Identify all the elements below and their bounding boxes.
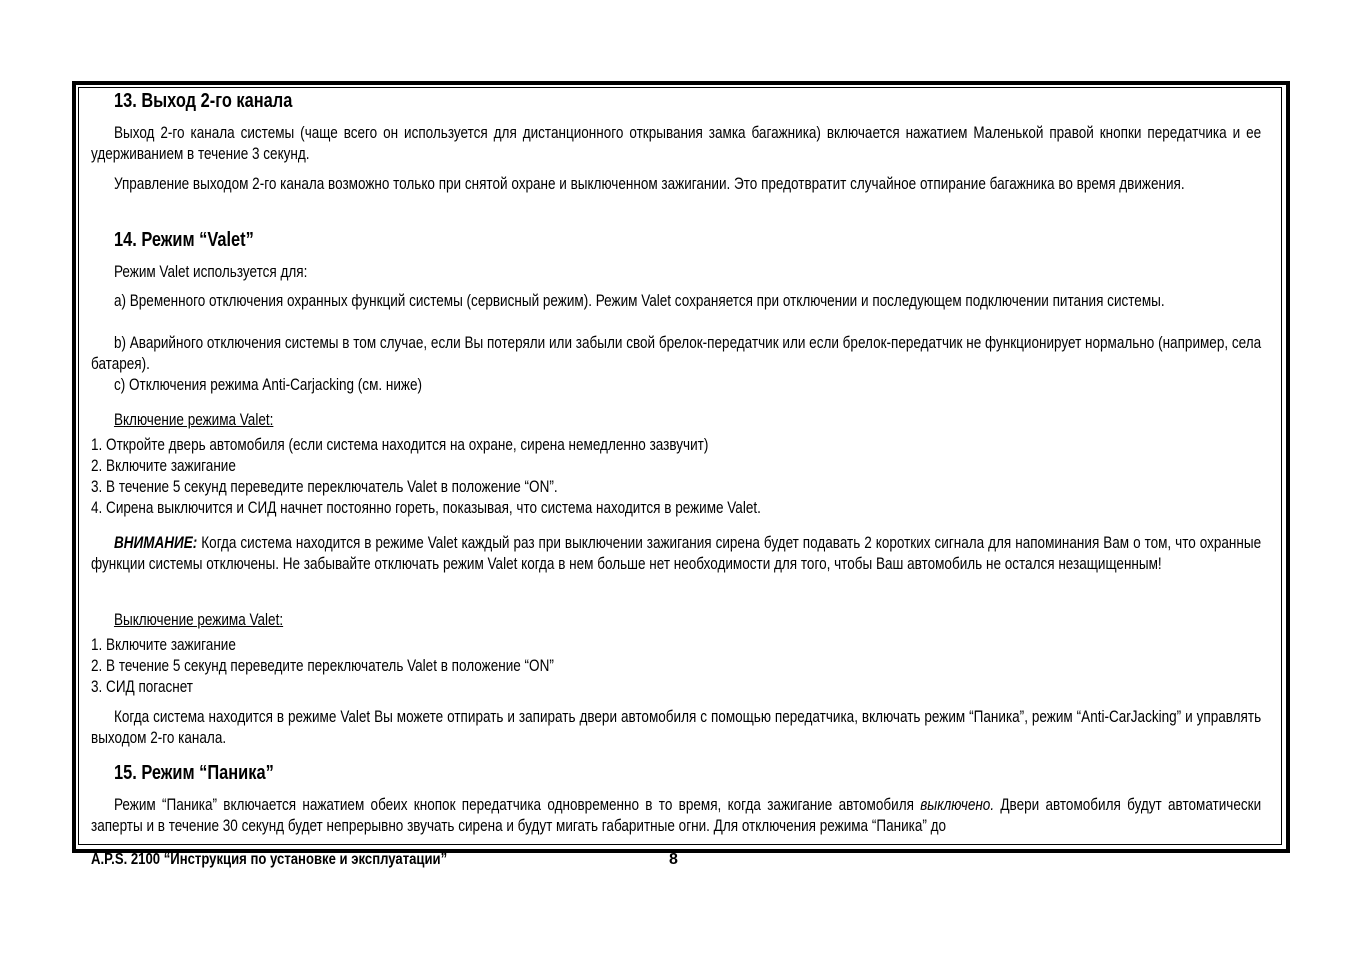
valet-on-step: 3. В течение 5 секунд переведите переключатель Valet в положение “ON”.	[91, 478, 558, 496]
valet-off-step: 1. Включите зажигание	[91, 636, 236, 654]
valet-on-subheading: Включение режима Valet:	[113, 411, 274, 429]
section-14-item-a: a) Временного отключения охранных функций системы (сервисный режим). Режим Valet сохраняется при отключении и последующем подключении питания системы.	[113, 292, 1165, 310]
valet-off-subheading: Выключение режима Valet:	[113, 611, 284, 629]
section-14-closing-paragraph: Когда система находится в режиме Valet Вы можете отпирать и запирать двери автомобиля с помощью передатчика, включать режим “Паника”, режим “Anti-CarJacking” и управлять выходом 2-го канала.	[91, 708, 1262, 747]
valet-on-step: 1. Откройте дверь автомобиля (если система находится на охране, сирена немедленно зазвучит)	[91, 436, 709, 454]
section-14-heading: 14. Режим “Valet”	[113, 229, 254, 251]
warning-text: Когда система находится в режиме Valet каждый раз при выключении зажигания сирена будет подавать 2 коротких сигнала для напоминания Вам о том, что охранные функции системы отключены. Не забывайте отключать режим Valet когда в нем больше нет необходимости для того, чтобы Ваш автомобиль не остался незащищенным!	[91, 534, 1262, 573]
section-14-item-b: b) Аварийного отключения системы в том случае, если Вы потеряли или забыли свой брелок-передатчик или если брелок-передатчик не функционирует нормально (например, села батарея).	[91, 334, 1262, 373]
page-number: 8	[669, 851, 678, 868]
warning-label: ВНИМАНИЕ:	[113, 534, 198, 552]
section-15-paragraph	[91, 795, 1261, 837]
section-13-paragraph-2: Управление выходом 2-го канала возможно только при снятой охране и выключенном зажигании. Это предотвратит случайное отпирание багажника во время движения.	[113, 175, 1185, 193]
warning-paragraph	[91, 533, 1261, 575]
emphasis: выключено.	[920, 796, 995, 814]
section-13-paragraph-1: Выход 2-го канала системы (чаще всего он используется для дистанционного открывания замка багажника) включается нажатием Маленькой правой кнопки передатчика и ее удерживанием в течение 3 секунд.	[91, 124, 1262, 163]
section-15-heading: 15. Режим “Паника”	[113, 762, 274, 784]
footer-title: A.P.S. 2100 “Инструкция по установке и эксплуатации”	[91, 851, 448, 868]
text: Режим “Паника” включается нажатием обеих кнопок передатчика одновременно в то время, когда зажигание автомобиля	[113, 796, 921, 814]
section-14-intro: Режим Valet используется для:	[113, 263, 308, 281]
section-13-heading: 13. Выход 2-го канала	[113, 90, 293, 112]
valet-off-step: 2. В течение 5 секунд переведите переключатель Valet в положение “ON”	[91, 657, 554, 675]
valet-on-step: 2. Включите зажигание	[91, 457, 236, 475]
section-14-item-c: c) Отключения режима Anti-Carjacking (см. ниже)	[113, 376, 423, 394]
valet-on-step: 4. Сирена выключится и СИД начнет постоянно гореть, показывая, что система находится в режиме Valet.	[91, 499, 761, 517]
text: Двери автомобиля будут автоматически заперты и в течение 30 секунд будет непрерывно звучать сирена и будут мигать габаритные огни. Для отключения режима “Паника” до	[91, 796, 1262, 835]
valet-off-step: 3. СИД погаснет	[91, 678, 193, 696]
